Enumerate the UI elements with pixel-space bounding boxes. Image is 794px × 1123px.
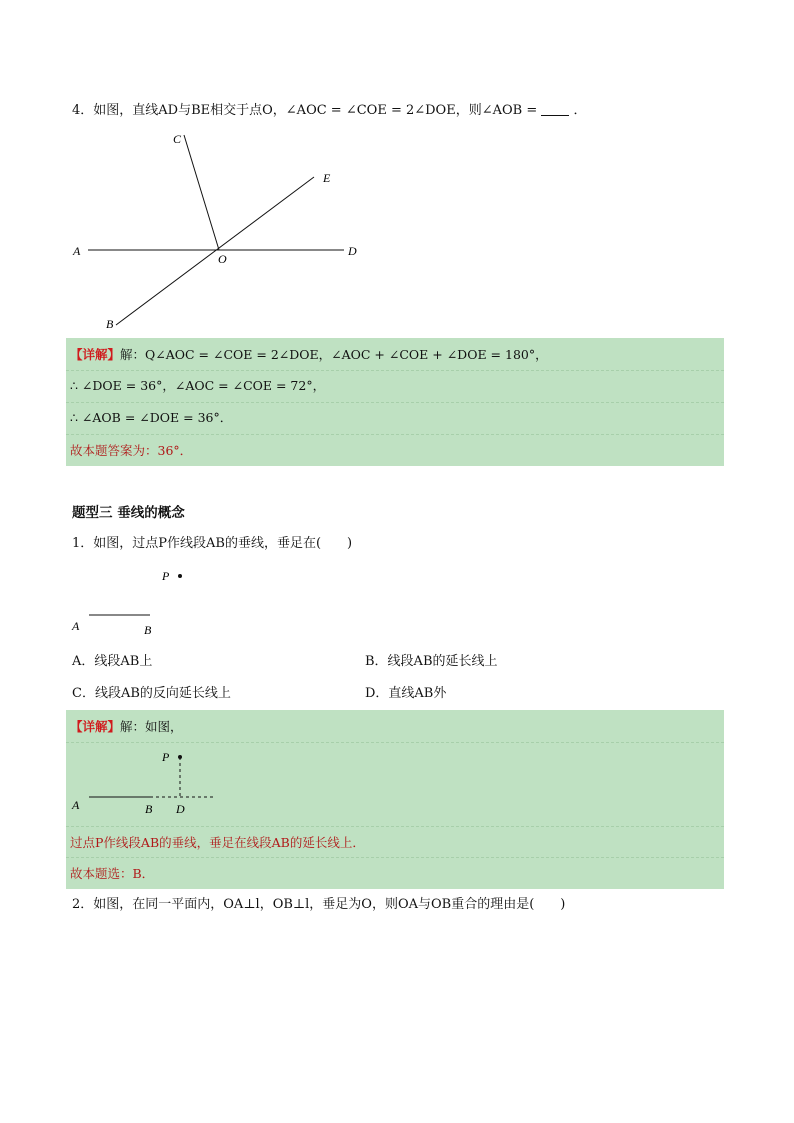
label-B: B [145,802,153,816]
solution-4-line-2: ∴ ∠DOE = 36°，∠AOC = ∠COE = 72°， [70,378,326,393]
option-B[interactable]: B．线段AB的延长线上 [365,654,498,669]
label-D: D [176,802,185,816]
solution-4-line-4: 故本题答案为：36°． [70,443,193,458]
solution-tag: 【详解】 [70,347,121,362]
option-D[interactable]: D．直线AB外 [365,686,447,701]
solution-1-figure [66,745,226,823]
question-4-tail: ． [573,103,587,118]
solution-1-line-1: 【详解】解：如图， [70,719,183,734]
label-B: B [144,623,152,637]
solution-tag: 【详解】 [70,719,121,734]
question-1-figure [66,564,206,639]
label-A: A [73,244,81,258]
point-P [178,574,182,578]
solution-4-line-1: 【详解】解：Q∠AOC = ∠COE = 2∠DOE，∠AOC + ∠COE + ∠DOE = 180°， [70,347,548,362]
section-title: 题型三 垂线的概念 [72,505,185,521]
option-C[interactable]: C．线段AB的反向延长线上 [72,686,231,701]
solution-1-line-2: 过点P作线段AB的垂线，垂足在线段AB的延长线上． [70,835,365,850]
label-D: D [348,244,357,258]
divider [66,826,724,827]
divider [66,434,724,435]
question-4-text: 4．如图，直线AD与BE相交于点O，∠AOC = ∠COE = 2∠DOE，则∠AOB = [72,103,538,118]
label-A: A [72,798,80,812]
solution-1-line-3: 故本题选：B． [70,866,155,881]
label-A: A [72,619,80,633]
question-4-figure [60,125,380,335]
label-O: O [218,252,227,266]
question-2-text: 2．如图，在同一平面内，OA⊥l，OB⊥l，垂足为O，则OA与OB重合的理由是( ) [72,897,566,912]
question-1-text: 1．如图，过点P作线段AB的垂线，垂足在( ) [72,536,353,551]
question-4 [72,101,587,121]
answer-blank [541,103,569,116]
label-C: C [173,132,182,146]
label-E: E [323,171,331,185]
option-A[interactable]: A．线段AB上 [72,654,153,669]
solution-4-line-3: ∴ ∠AOB = ∠DOE = 36°． [70,410,233,425]
label-P: P [162,569,170,583]
label-B: B [106,317,114,331]
label-P: P [162,750,170,764]
divider [66,742,724,743]
